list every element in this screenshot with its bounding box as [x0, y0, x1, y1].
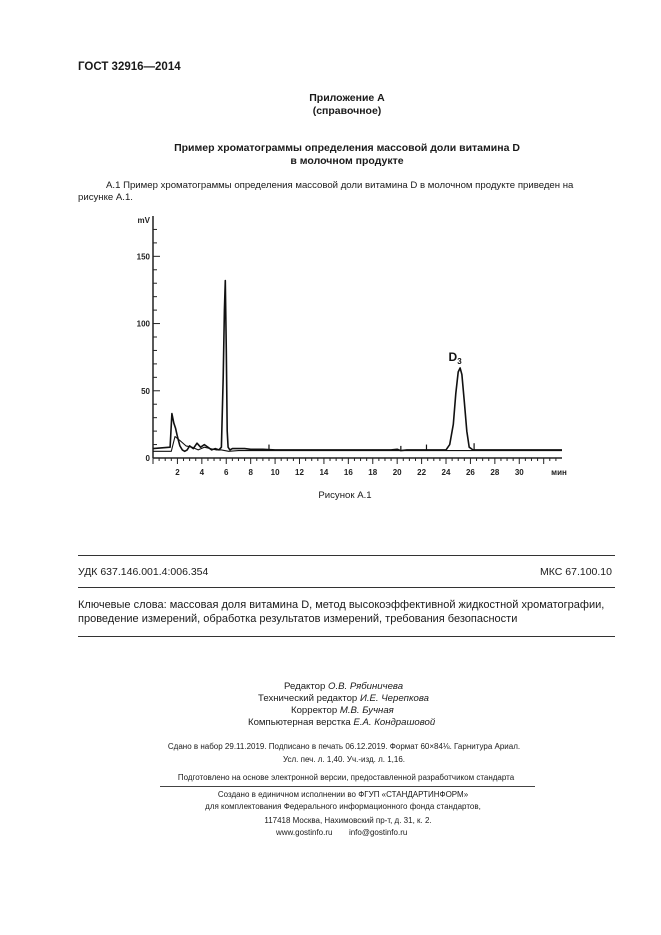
appendix-subtitle: (справочное)	[312, 105, 382, 117]
publisher-line2: для комплектования Федерального информационного фонда стандартов,	[205, 802, 481, 811]
x-tick-label: 18	[368, 468, 378, 477]
x-tick-label: 22	[417, 468, 427, 477]
x-axis-label: мин	[551, 468, 567, 477]
section-title-line1: Пример хроматограммы определения массовой доли витамина D	[174, 142, 520, 154]
keywords-line2: проведение измерений, обработка результатов измерений, требования безопасности	[78, 613, 518, 625]
chromatogram-trace-1	[153, 281, 562, 452]
credit-proofreader: Корректор М.В. Бучная	[291, 705, 394, 716]
publisher-line1: Создано в единичном исполнении во ФГУП «СТАНДАРТИНФОРМ»	[217, 790, 469, 799]
imprint-divider	[160, 786, 535, 787]
publisher-website-link[interactable]: www.gostinfo.ru	[276, 828, 333, 837]
x-tick-label: 10	[270, 468, 280, 477]
x-tick-label: 2	[175, 468, 180, 477]
x-tick-label: 12	[295, 468, 304, 477]
imprint-line1: Сдано в набор 29.11.2019. Подписано в печать 06.12.2019. Формат 60×84⅛. Гарнитура Ариал.	[167, 742, 521, 751]
x-tick-label: 14	[319, 468, 329, 477]
divider-middle	[78, 587, 615, 588]
publisher-email-link[interactable]: info@gostinfo.ru	[348, 828, 408, 837]
publisher-line3: 117418 Москва, Нахимовский пр-т, д. 31, к. 2.	[264, 816, 432, 825]
credit-tech-editor: Технический редактор И.Е. Черепкова	[258, 693, 429, 704]
credit-layout: Компьютерная верстка Е.А. Кондрашовой	[248, 717, 436, 728]
x-tick-label: 20	[392, 468, 402, 477]
y-tick-label: 50	[141, 386, 150, 396]
x-tick-label: 26	[465, 468, 475, 477]
x-tick-label: 6	[224, 468, 229, 477]
appendix-title: Приложение А	[309, 92, 385, 104]
udk-code: УДК 637.146.001.4:006.354	[78, 566, 209, 578]
y-tick-label: 0	[145, 454, 150, 463]
imprint-line3: Подготовлено на основе электронной версии, предоставленной разработчиком стандарта	[177, 773, 515, 782]
chromatogram-trace-2	[153, 437, 562, 452]
document-code: ГОСТ 32916—2014	[78, 61, 181, 73]
imprint-line2: Усл. печ. л. 1,40. Уч.-изд. л. 1,16.	[282, 755, 406, 764]
section-title-line2: в молочном продукте	[290, 155, 404, 167]
y-tick-label: 150	[136, 252, 150, 262]
x-tick-label: 16	[343, 468, 353, 477]
divider-top	[78, 555, 615, 556]
credit-editor: Редактор О.В. Рябиничева	[284, 681, 404, 692]
y-tick-label: 100	[136, 319, 150, 329]
peak-label-d3: $D_3$	[448, 350, 462, 367]
paragraph-line2: рисунке А.1.	[78, 192, 133, 203]
y-axis-label: mV	[137, 216, 150, 225]
divider-bottom	[78, 636, 615, 637]
figure-caption: Рисунок А.1	[318, 490, 372, 501]
paragraph-line1: А.1 Пример хроматограммы определения массовой доли витамина D в молочном продукте приведен на	[106, 180, 574, 191]
publisher-contacts	[276, 828, 407, 837]
x-tick-label: 8	[248, 468, 253, 477]
x-tick-label: 4	[199, 468, 205, 477]
x-tick-label: 24	[441, 468, 451, 477]
x-tick-label: 30	[514, 468, 524, 477]
keywords-line1: Ключевые слова: массовая доля витамина D, метод высокоэффективной жидкостной хроматографии,	[78, 599, 605, 611]
x-tick-label: 28	[490, 468, 500, 477]
mks-code: МКС 67.100.10	[540, 566, 612, 578]
